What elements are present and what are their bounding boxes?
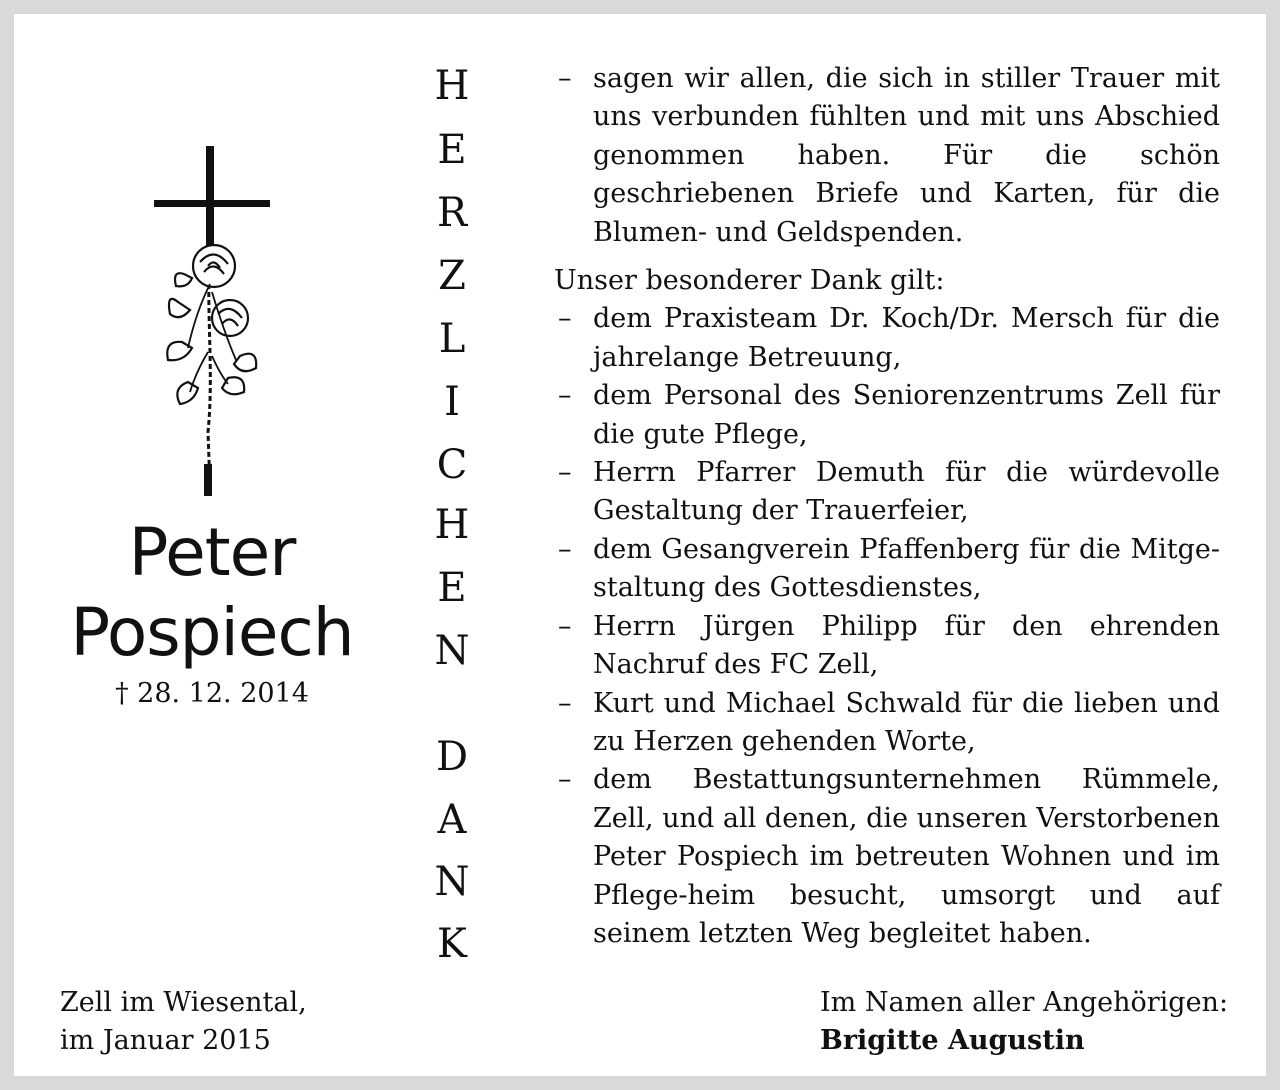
banner-letter: A bbox=[437, 797, 467, 843]
place-and-date bbox=[60, 984, 307, 1061]
place-line: Zell im Wiesental, bbox=[60, 987, 307, 1018]
death-date: † 28. 12. 2014 bbox=[115, 678, 309, 709]
banner-letter: K bbox=[437, 921, 467, 967]
thanks-item: – dem Praxisteam Dr. Koch/Dr. Mersch für die jahrelange Betreuung, bbox=[554, 300, 1220, 377]
banner-letter: R bbox=[436, 190, 468, 236]
thanks-item: – dem Gesangverein Pfaffenberg für die Mitge-staltung des Gottesdienstes, bbox=[554, 531, 1220, 608]
deceased-last-name: Pospiech bbox=[70, 594, 354, 671]
thanks-item: – Herrn Jürgen Philipp für den ehrenden Nachruf des FC Zell, bbox=[554, 608, 1220, 685]
thanks-item: – dem Bestattungsunternehmen Rümmele, Zell, und all denen, die unseren Verstorbenen Peter Pospiech im betreuten Wohnen und im Pflege-heim besucht, umsorgt und auf seinem letzten Weg begleitet haben. bbox=[554, 761, 1220, 953]
banner-letter: D bbox=[435, 734, 469, 780]
banner-letter: N bbox=[434, 859, 470, 905]
banner-letter: Z bbox=[438, 253, 466, 299]
thanks-heading: Unser besonderer Dank gilt: bbox=[554, 265, 945, 297]
intro-item: – sagen wir allen, die sich in stiller Trauer mit uns verbunden fühlten und mit uns Abschied genommen haben. Für die schön geschriebenen Briefe und Karten, für die Blumen- und Geldspenden. bbox=[554, 60, 1220, 252]
thanks-text bbox=[554, 60, 1220, 953]
signoff-name: Brigitte Augustin bbox=[820, 1025, 1085, 1057]
thanks-item: – Kurt und Michael Schwald für die lieben und zu Herzen gehenden Worte, bbox=[554, 685, 1220, 762]
banner-letter: E bbox=[437, 565, 467, 611]
thanks-item: – Herrn Pfarrer Demuth für die würdevolle Gestaltung der Trauerfeier, bbox=[554, 454, 1220, 531]
banner-letter: C bbox=[436, 442, 468, 488]
banner-letter: N bbox=[434, 628, 470, 674]
banner-letter: H bbox=[434, 63, 470, 109]
banner-letter: I bbox=[444, 379, 460, 425]
obituary-card bbox=[14, 14, 1266, 1076]
date-line: im Januar 2015 bbox=[60, 1025, 271, 1057]
deceased-first-name: Peter bbox=[128, 514, 296, 591]
thanks-item: – dem Personal des Seniorenzentrums Zell für die gute Pflege, bbox=[554, 377, 1220, 454]
banner-letter: L bbox=[438, 316, 466, 362]
signoff bbox=[820, 984, 1228, 1061]
signoff-line: Im Namen aller Angehörigen: bbox=[820, 987, 1229, 1018]
cross-with-roses-icon bbox=[148, 142, 276, 502]
banner-letter: E bbox=[437, 127, 467, 173]
banner-letter: H bbox=[434, 502, 470, 548]
